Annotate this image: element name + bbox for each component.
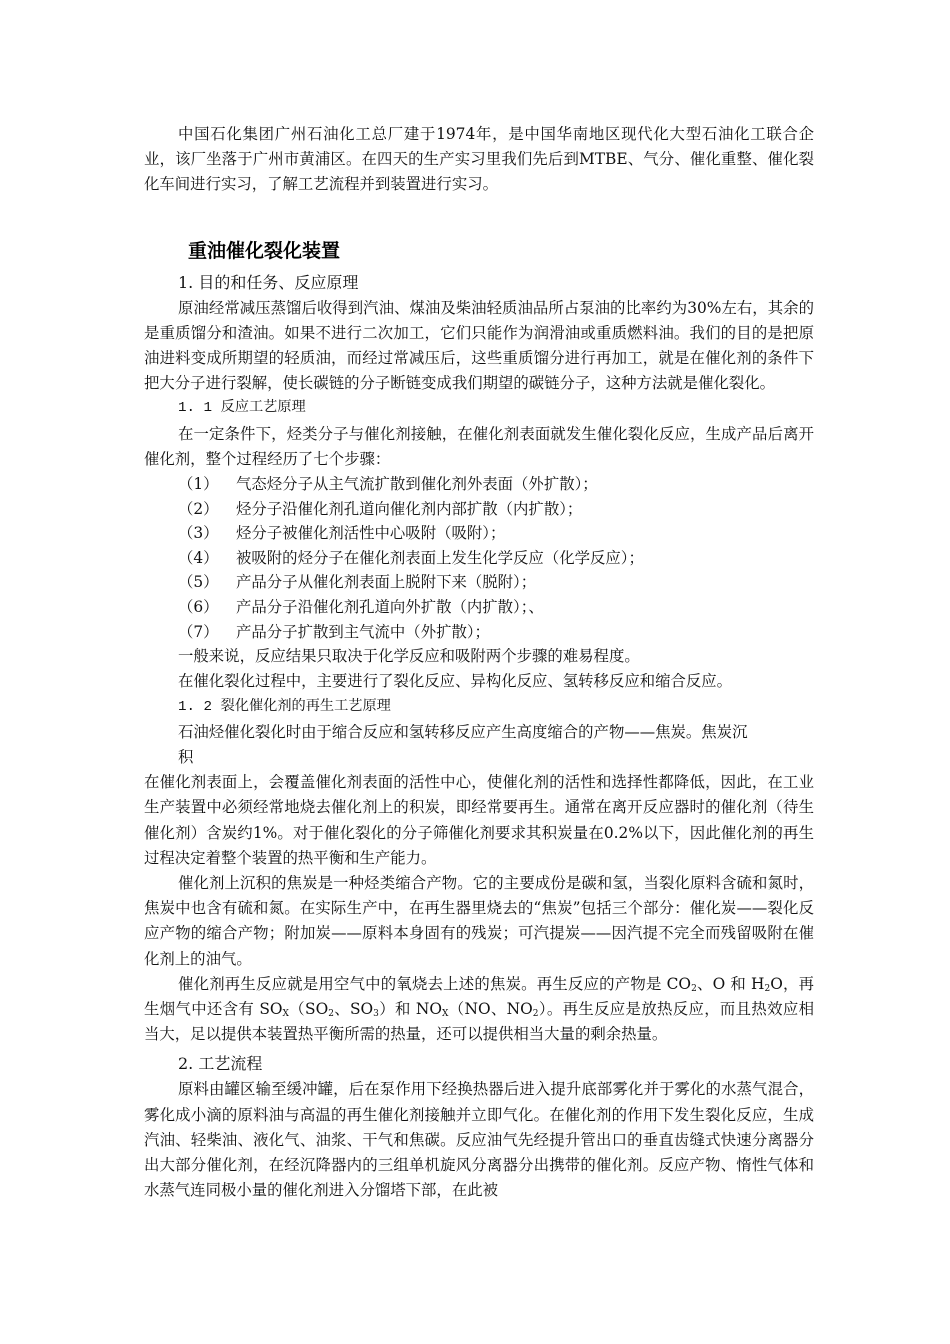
section-1-2-paragraph-continued: 在催化剂表面上，会覆盖催化剂表面的活性中心，使催化剂的活性和选择性都降低，因此，在工业生产装置中必须经常地烧去催化剂上的积炭，即经常要再生。通常在离开反应器时的催化剂（待生催化剂）含炭约1%。对于催化裂化的分子筛催化剂要求其积炭量在0.2%以下，因此催化剂的再生过程决定着整个装置的热平衡和生产能力。 [144,773,814,867]
step-text: 产品分子从催化剂表面上脱附下来（脱附）； [236,573,537,592]
text-run: ）和 NO [378,1000,443,1019]
subscript: 2 [691,983,697,994]
section-1-1-reactions: 在催化裂化过程中，主要进行了裂化反应、异构化反应、氢转移反应和缩合反应。 [178,672,733,691]
text-run: （SO [288,1000,329,1019]
step-number: （1） [178,475,219,494]
step-number: （7） [178,622,219,641]
subscript: 2 [532,1009,539,1020]
step-number: （6） [178,598,219,616]
subscript: X [442,1009,449,1020]
text-run: 催化剂再生反应就是用空气中的氧烧去上述的焦炭。再生反应的产物是 CO [178,974,692,993]
step-item [178,620,814,645]
step-item [178,595,814,620]
section-2-heading: 2. 工艺流程 [178,1054,263,1074]
section-1-2-paragraph-wrap: 积 [178,748,194,766]
document-body [144,122,814,1203]
text-run: 、SO [333,1000,374,1019]
step-number: （4） [178,548,219,567]
subscript: 3 [373,1009,379,1020]
step-item [178,497,814,522]
section-2-paragraph: 原料由罐区输至缓冲罐，后在泵作用下经换热器后进入提升底部雾化并于雾化的水蒸气混合，雾化成小滴的原料油与高温的再生催化剂接触并立即气化。在催化剂的作用下发生裂化反应，生成汽油、轻柴油、液化气、油浆、干气和焦碳。反应油气先经提升管出口的垂直齿缝式快速分离器分出大部分催化剂，在经沉降器内的三组单机旋风分离器分出携带的催化剂。反应产物、惰性气体和水蒸气连同极小量的催化剂进入分馏塔下部，在此被 [144,1080,814,1200]
section-title: 重油催化裂化装置 [188,239,341,262]
step-text: 烃分子被催化剂活性中心吸附（吸附）； [236,524,506,543]
intro-paragraph: 中国石化集团广州石油化工总厂建于1974年，是中国华南地区现代化大型石油化工联合企业，该厂坐落于广州市黄浦区。在四天的生产实习里我们先后到MTBE、气分、催化重整、催化裂化车间进行实习，了解工艺流程并到装置进行实习。 [144,125,814,194]
step-item [178,570,814,595]
section-1-1-paragraph: 在一定条件下，烃类分子与催化剂接触，在催化剂表面就发生催化裂化反应，生成产品后离开催化剂，整个过程经历了七个步骤： [144,424,814,468]
text-run: 、O 和 H [696,974,765,993]
step-number: （3） [178,524,219,543]
step-item [178,521,814,546]
section-1-1-summary: 一般来说，反应结果只取决于化学反应和吸附两个步骤的难易程度。 [178,647,640,666]
step-text: 产品分子沿催化剂孔道向外扩散（内扩散）；、 [236,598,544,616]
section-1-paragraph: 原油经常减压蒸馏后收得到汽油、煤油及柴油轻质油品所占泵油的比率约为30%左右，其余的是重质馏分和渣油。如果不进行二次加工，它们只能作为润滑油或重质燃料油。我们的目的是把原油进料变成所期望的轻质油，而经过常减压后，这些重质馏分进行再加工，就是在催化剂的条件下把大分子进行裂解，使长碳链的分子断链变成我们期望的碳链分子，这种方法就是催化裂化。 [144,298,814,393]
text-run: ）。再生反应是放热反应，而且热效应相当大，足以提供本装置热平衡所需的热量，还可以提供相当大量的剩余热量。 [144,1000,814,1044]
section-1-2-paragraph-start: 石油烃催化裂化时由于缩合反应和氢转移反应产生高度缩合的产物——焦炭。焦炭沉 [178,722,748,741]
section-1-1-heading: 1. 1 反应工艺原理 [178,400,306,417]
step-item [178,546,814,571]
subscript: X [282,1009,289,1020]
step-text: 气态烃分子从主气流扩散到催化剂外表面（外扩散）； [236,475,598,494]
text-run: （NO、NO [448,1000,533,1019]
subscript: 2 [328,1009,334,1020]
regeneration-paragraph [144,972,814,1048]
step-text: 被吸附的烃分子在催化剂表面上发生化学反应（化学反应）； [236,548,644,567]
coke-composition-paragraph: 催化剂上沉积的焦炭是一种烃类缩合产物。它的主要成份是碳和氢，当裂化原料含硫和氮时，焦炭中也含有硫和氮。在实际生产中，在再生器里烧去的“焦炭”包括三个部分：催化炭——裂化反应产物的缩合产物；附加炭——原料本身固有的残炭；可汽提炭——因汽提不完全而残留吸附在催化剂上的油气。 [144,874,814,968]
step-item [178,472,814,497]
step-number: （5） [178,573,219,592]
section-1-2-heading: 1. 2 裂化催化剂的再生工艺原理 [178,698,391,715]
step-number: （2） [178,499,219,518]
step-text: 产品分子扩散到主气流中（外扩散）； [236,622,490,641]
step-text: 烃分子沿催化剂孔道向催化剂内部扩散（内扩散）； [236,499,583,518]
section-1-heading: 1. 目的和任务、反应原理 [178,272,359,292]
text-run: O，再生烟气中还含有 SO [144,974,815,1019]
subscript: 2 [764,983,771,994]
